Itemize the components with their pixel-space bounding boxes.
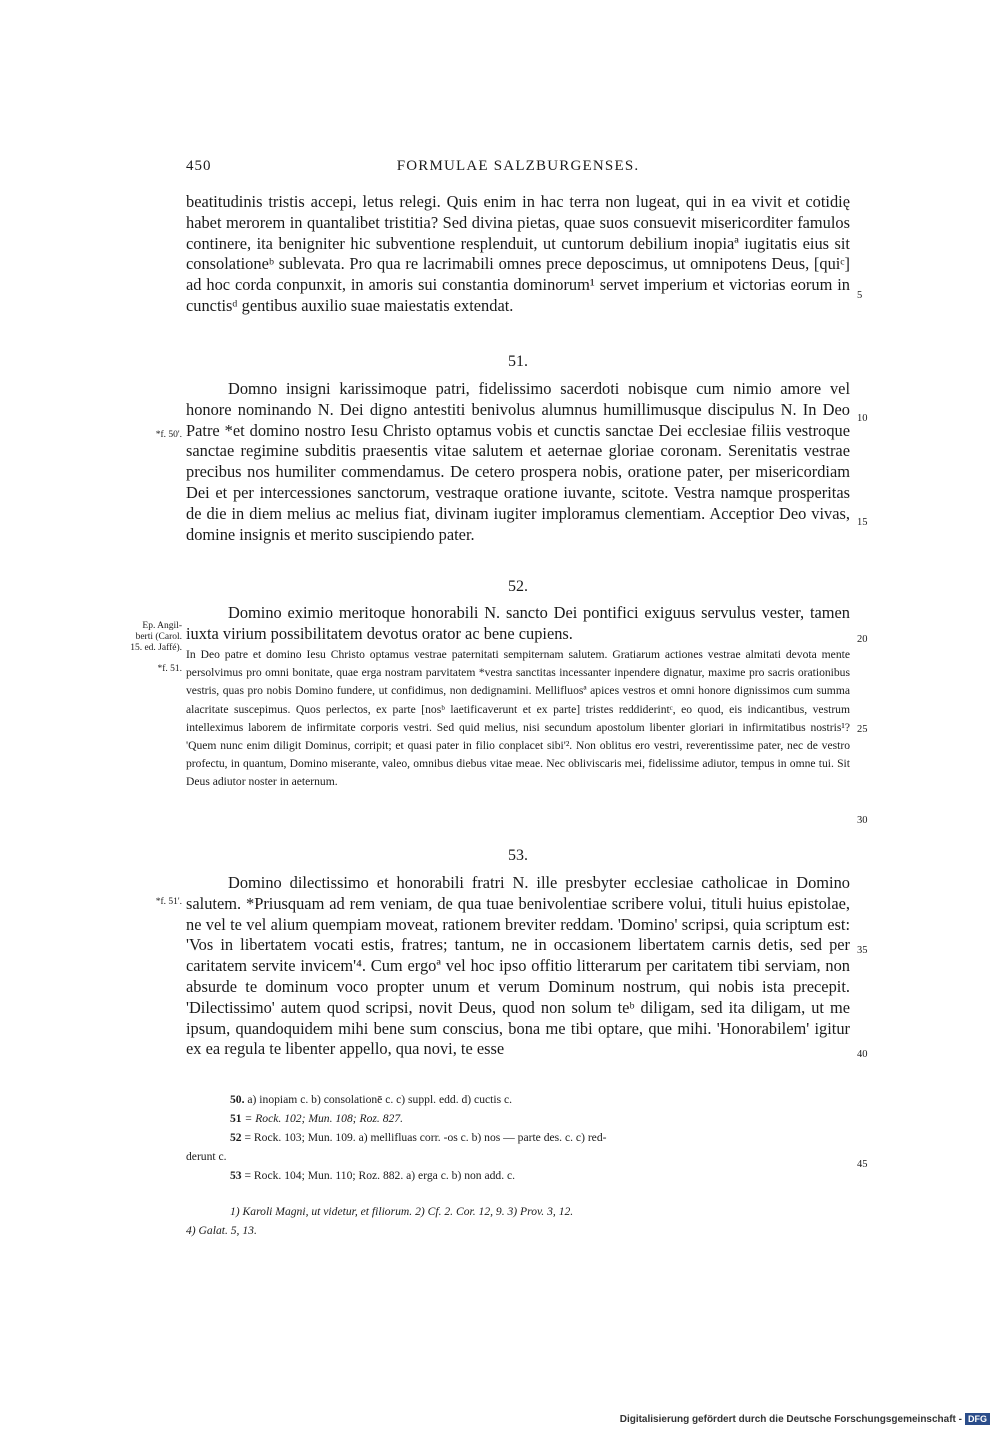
apparatus-entry-text: = Rock. 102; Mun. 108; Roz. 827. bbox=[244, 1112, 404, 1125]
apparatus-entry-label: 51 bbox=[230, 1112, 242, 1125]
footer-text: Digitalisierung gefördert durch die Deutsche Forschungsgemeinschaft - bbox=[619, 1413, 962, 1425]
apparatus-entry-text: = Rock. 104; Mun. 110; Roz. 882. a) erga c. b) non add. c. bbox=[244, 1169, 516, 1182]
section-53-text: Domino dilectissimo et honorabili fratri N. ille presbyter ecclesiae catholicae in Domino salutem. *Priusquam ad rem veniam, de qua tuae benivolentiae scribere volui, tituli huius epistolae, ne vel te vel alium quempiam moveat, rationem breviter reddam. 'Domino' scripsi, quia scriptum est: 'Vos in libertatem vocati estis, fratres; tantum, ne in occasionem libertatem carnis detis, sed per caritatem servite invicem'⁴. Cum ergoª vel hoc ipso offitio litterarum per caritatem tibi serviam, non absurde te dominum voco propter unum et verum Dominum nostrum, qui nobis ista precepit. 'Dilectissimo' autem quod scripsi, novit Deus, quod non solum teᵇ diligam, sed ita diligam, ut me ipsum, quandoquidem mihi bene sum conscius, bona me tibi optare, que mihi. 'Honorabilem' igitur ex ea regula te libenter appello, qua novi, te esse bbox=[186, 873, 850, 1059]
line-number: 40 bbox=[857, 1049, 868, 1060]
apparatus-entry-label: 50. bbox=[230, 1093, 245, 1106]
page-number: 450 bbox=[186, 158, 212, 174]
apparatus-entry-text: = Rock. 103; Mun. 109. a) mellifluas corr. -os c. b) nos — parte des. c. c) red- bbox=[244, 1131, 607, 1144]
running-title: FORMULAE SALZBURGENSES. bbox=[396, 158, 640, 174]
section-number-52: 52. bbox=[508, 578, 528, 595]
line-number: 30 bbox=[857, 815, 868, 826]
margin-note-source-1: Ep. Angil- bbox=[142, 621, 182, 631]
apparatus-entry-label: 52 bbox=[230, 1131, 242, 1144]
section-51-text: Domno insigni karissimoque patri, fidelissimo sacerdoti nobisque cum nimio amore vel honore nominando N. Dei digno antestiti benivolus alumnus humillimusque discipulus N. In Deo Patre *et domino nostro Iesu Christo optamus vobis et cunctis sanctae Dei ecclesiae filiis vestroque sanctae regimine subditis praesentis vitae salutem et aeternae gloriae coronam. Serenitatis vestrae precibus nos humiliter commendamus. De cetero prospera nobis, oratione pater, per misericordiam Dei et per intercessiones sanctorum, vestraque oratione iuvante, scitote. Vestra namque prosperitas de die in diem melius ac melius fiat, divinam iugiter imploramus clementiam. Acceptior Deo vivas, domine insignis et merito suscipiendo pater. bbox=[186, 379, 850, 544]
line-number: 45 bbox=[857, 1159, 868, 1170]
apparatus-entry-label: 53 bbox=[230, 1169, 242, 1182]
line-number: 20 bbox=[857, 634, 868, 645]
line-number: 15 bbox=[857, 517, 868, 528]
line-number: 25 bbox=[857, 724, 868, 735]
line-number: 35 bbox=[857, 945, 868, 956]
paragraph-continuation: beatitudinis tristis accepi, letus relegi. Quis enim in hac terra non lugeat, qui in ea vivit et cotidię habet merorem in quantalibet tristitia? Sed divina pietas, quae suos consuevit misericorditer famulos continere, ita benigniter hic subventione resplenduit, ut cuntorum debilium inopiaª iugitatis eius sit consolationeᵇ sublevata. Pro qua re lacrimabili omnes prece deposcimus, ut omnipotens Deus, [quiᶜ] ad hoc corda conpunxit, in amoris sui constantia dominorum¹ servet imperium et victorias eorum in cunctisᵈ gentibus auxilio suae maiestatis extendat. bbox=[186, 192, 850, 315]
apparatus-entry-text: a) inopiam c. b) consolationē c. c) suppl. edd. d) cuctis c. bbox=[247, 1093, 513, 1106]
footnote-line: 1) Karoli Magni, ut videtur, et filiorum. 2) Cf. 2. Cor. 12, 9. 3) Prov. 3, 12. bbox=[230, 1205, 574, 1218]
section-52-text-small: In Deo patre et domino Iesu Christo optamus vestrae paternitati sempiternam salutem. Gratiarum actiones vestrae almitati devota mente persolvimus pro omni bonitate, quae erga nostram parvitatem *vestra sanctitas incessanter inpendere dignatur, maxime pro sacris orationibus vestris, quas pro nobis Domino fundere, ut confidimus, non dedignamini. Mellifluosª apices vestros et omni honore dignissimos cum summa alacritate suscepimus. Quos perlectos, ex parte [nosᵇ laetificaverunt et ex parte] tristes reddiderintᶜ, eo quod, eis indicantibus, vestrum intelleximus laborem de infirmitate corporis vestri. Sed quid melius, nisi secundum apostolum libenter gloriari in infirmitatibus nostris¹? 'Quem nunc enim diligit Dominus, corripit; et quasi pater in filio conplacet sibi'². Non oblitus ero vestri, reverentissime pater, nec de vestro profectu, in quantum, Domino miserante, valeo, omnibus diebus vitae meae. Nec obliviscaris mei, fidelissime adiutor, tempus in omne tui. Sit Deus adiutor noster in aeternum. bbox=[186, 648, 850, 789]
margin-note-source-3: 15. ed. Jaffé). bbox=[130, 643, 182, 653]
margin-note-folio-51: *f. 51. bbox=[157, 664, 182, 674]
margin-note-folio-51v: *f. 51'. bbox=[155, 897, 182, 907]
section-number-53: 53. bbox=[508, 847, 528, 864]
dfg-logo: DFG bbox=[965, 1413, 990, 1425]
critical-apparatus bbox=[186, 1093, 850, 1243]
running-header bbox=[186, 158, 850, 180]
section-52-text-large: Domino eximio meritoque honorabili N. sancto Dei pontifici exiguus servulus vester, tamen iuxta virium possibilitatem devotus orator ac bene cupiens. bbox=[186, 603, 850, 643]
margin-note-folio-50v: *f. 50'. bbox=[155, 430, 182, 440]
line-number: 5 bbox=[857, 290, 863, 301]
line-number: 10 bbox=[857, 413, 868, 424]
funding-footer bbox=[620, 1413, 990, 1425]
footnote-line: 4) Galat. 5, 13. bbox=[186, 1224, 257, 1237]
section-number-51: 51. bbox=[508, 353, 528, 370]
apparatus-entry-text: derunt c. bbox=[186, 1150, 227, 1163]
margin-note-source-2: berti (Carol. bbox=[135, 632, 182, 642]
